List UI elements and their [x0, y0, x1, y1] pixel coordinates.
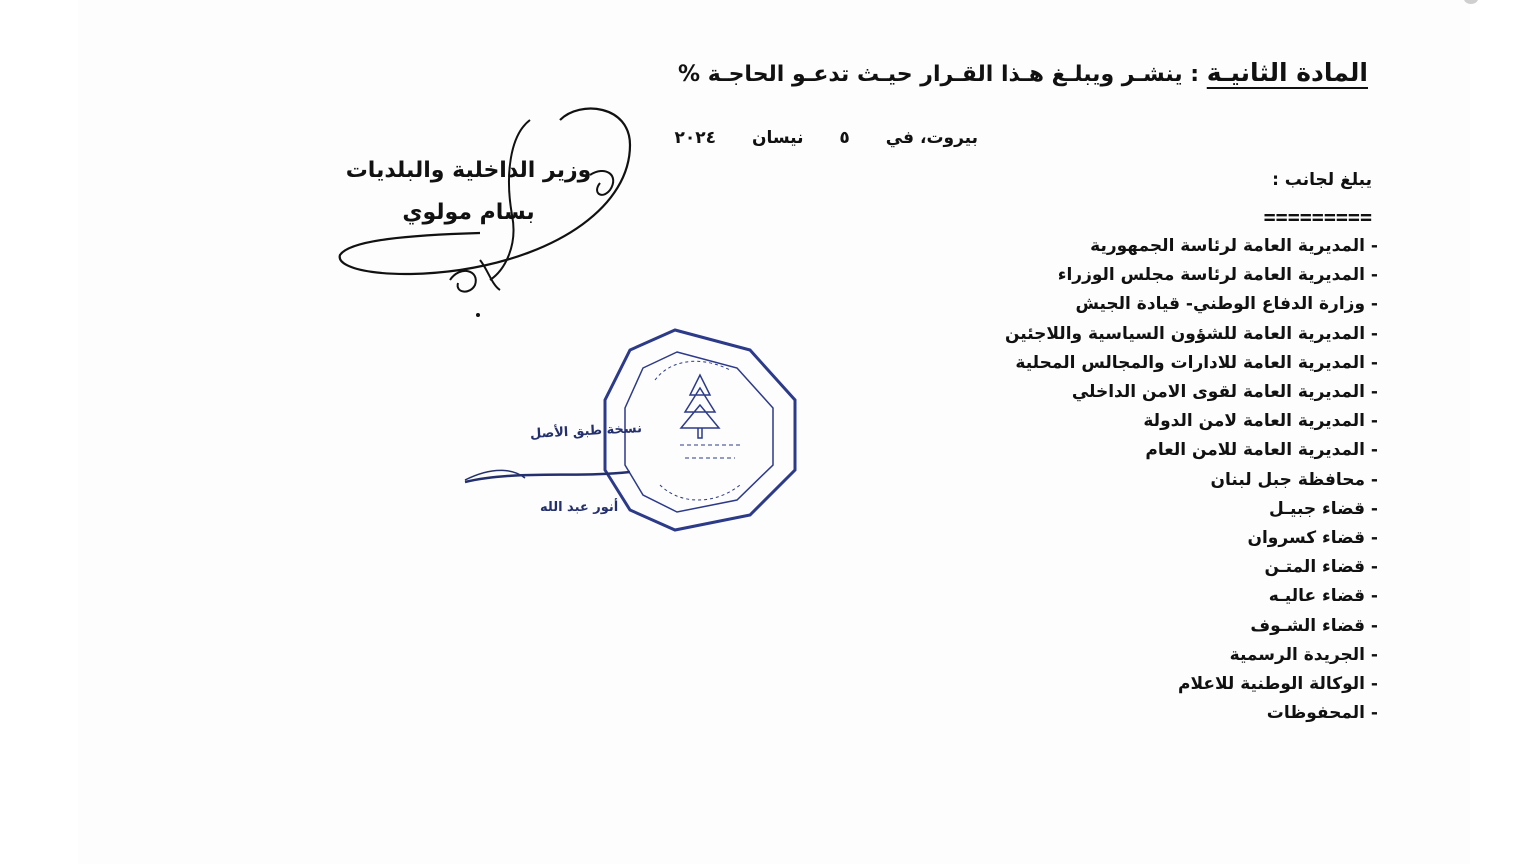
date-year: ٢٠٢٤ — [674, 128, 717, 148]
date-line — [675, 128, 978, 148]
recipient-item: - محافظة جبل لبنان — [1005, 466, 1378, 495]
stamp-signer-name: أنور عبد الله — [540, 500, 619, 515]
notify-separator: ========= — [1263, 205, 1372, 229]
recipient-item: - قضاء الشـوف — [1005, 612, 1378, 641]
recipient-item: - الجريدة الرسمية — [1005, 641, 1378, 670]
minister-name: بسام مولوي — [402, 200, 535, 225]
recipient-item: - قضاء المتـن — [1005, 553, 1378, 582]
recipient-item: - وزارة الدفاع الوطني- قيادة الجيش — [1005, 290, 1378, 319]
stamp-certified-note: نسخة طبق الأصل — [529, 421, 643, 442]
recipient-item: - المديرية العامة لقوى الامن الداخلي — [1005, 378, 1378, 407]
date-place: بيروت، في — [885, 128, 978, 148]
recipient-item: - قضاء كسروان — [1005, 524, 1378, 553]
recipient-item: - قضاء عاليـه — [1005, 582, 1378, 611]
recipient-list — [1005, 232, 1378, 728]
article-text: : ينشـر ويبلـغ هـذا القـرار حيـث تدعـو الحاجـة % — [678, 62, 1200, 87]
recipient-item: - المديرية العامة لامن الدولة — [1005, 407, 1378, 436]
recipient-item: - قضاء جبيـل — [1005, 495, 1378, 524]
article-two — [678, 58, 1368, 87]
date-day: ٥ — [839, 128, 850, 148]
recipient-item: - المحفوظات — [1005, 699, 1378, 728]
recipient-item: - المديرية العامة لرئاسة مجلس الوزراء — [1005, 261, 1378, 290]
article-heading: المادة الثانيـة — [1206, 58, 1368, 87]
recipient-item: - المديرية العامة للشؤون السياسية واللاجئين — [1005, 320, 1378, 349]
notify-label: يبلغ لجانب : — [1272, 170, 1372, 190]
recipient-item: - المديرية العامة للامن العام — [1005, 436, 1378, 465]
recipient-item: - الوكالة الوطنية للاعلام — [1005, 670, 1378, 699]
date-month: نيسان — [751, 128, 804, 148]
recipient-item: - المديرية العامة للادارات والمجالس المحلية — [1005, 349, 1378, 378]
minister-title: وزير الداخلية والبلديات — [345, 158, 592, 183]
minister-signature — [330, 95, 650, 325]
recipient-item: - المديرية العامة لرئاسة الجمهورية — [1005, 232, 1378, 261]
